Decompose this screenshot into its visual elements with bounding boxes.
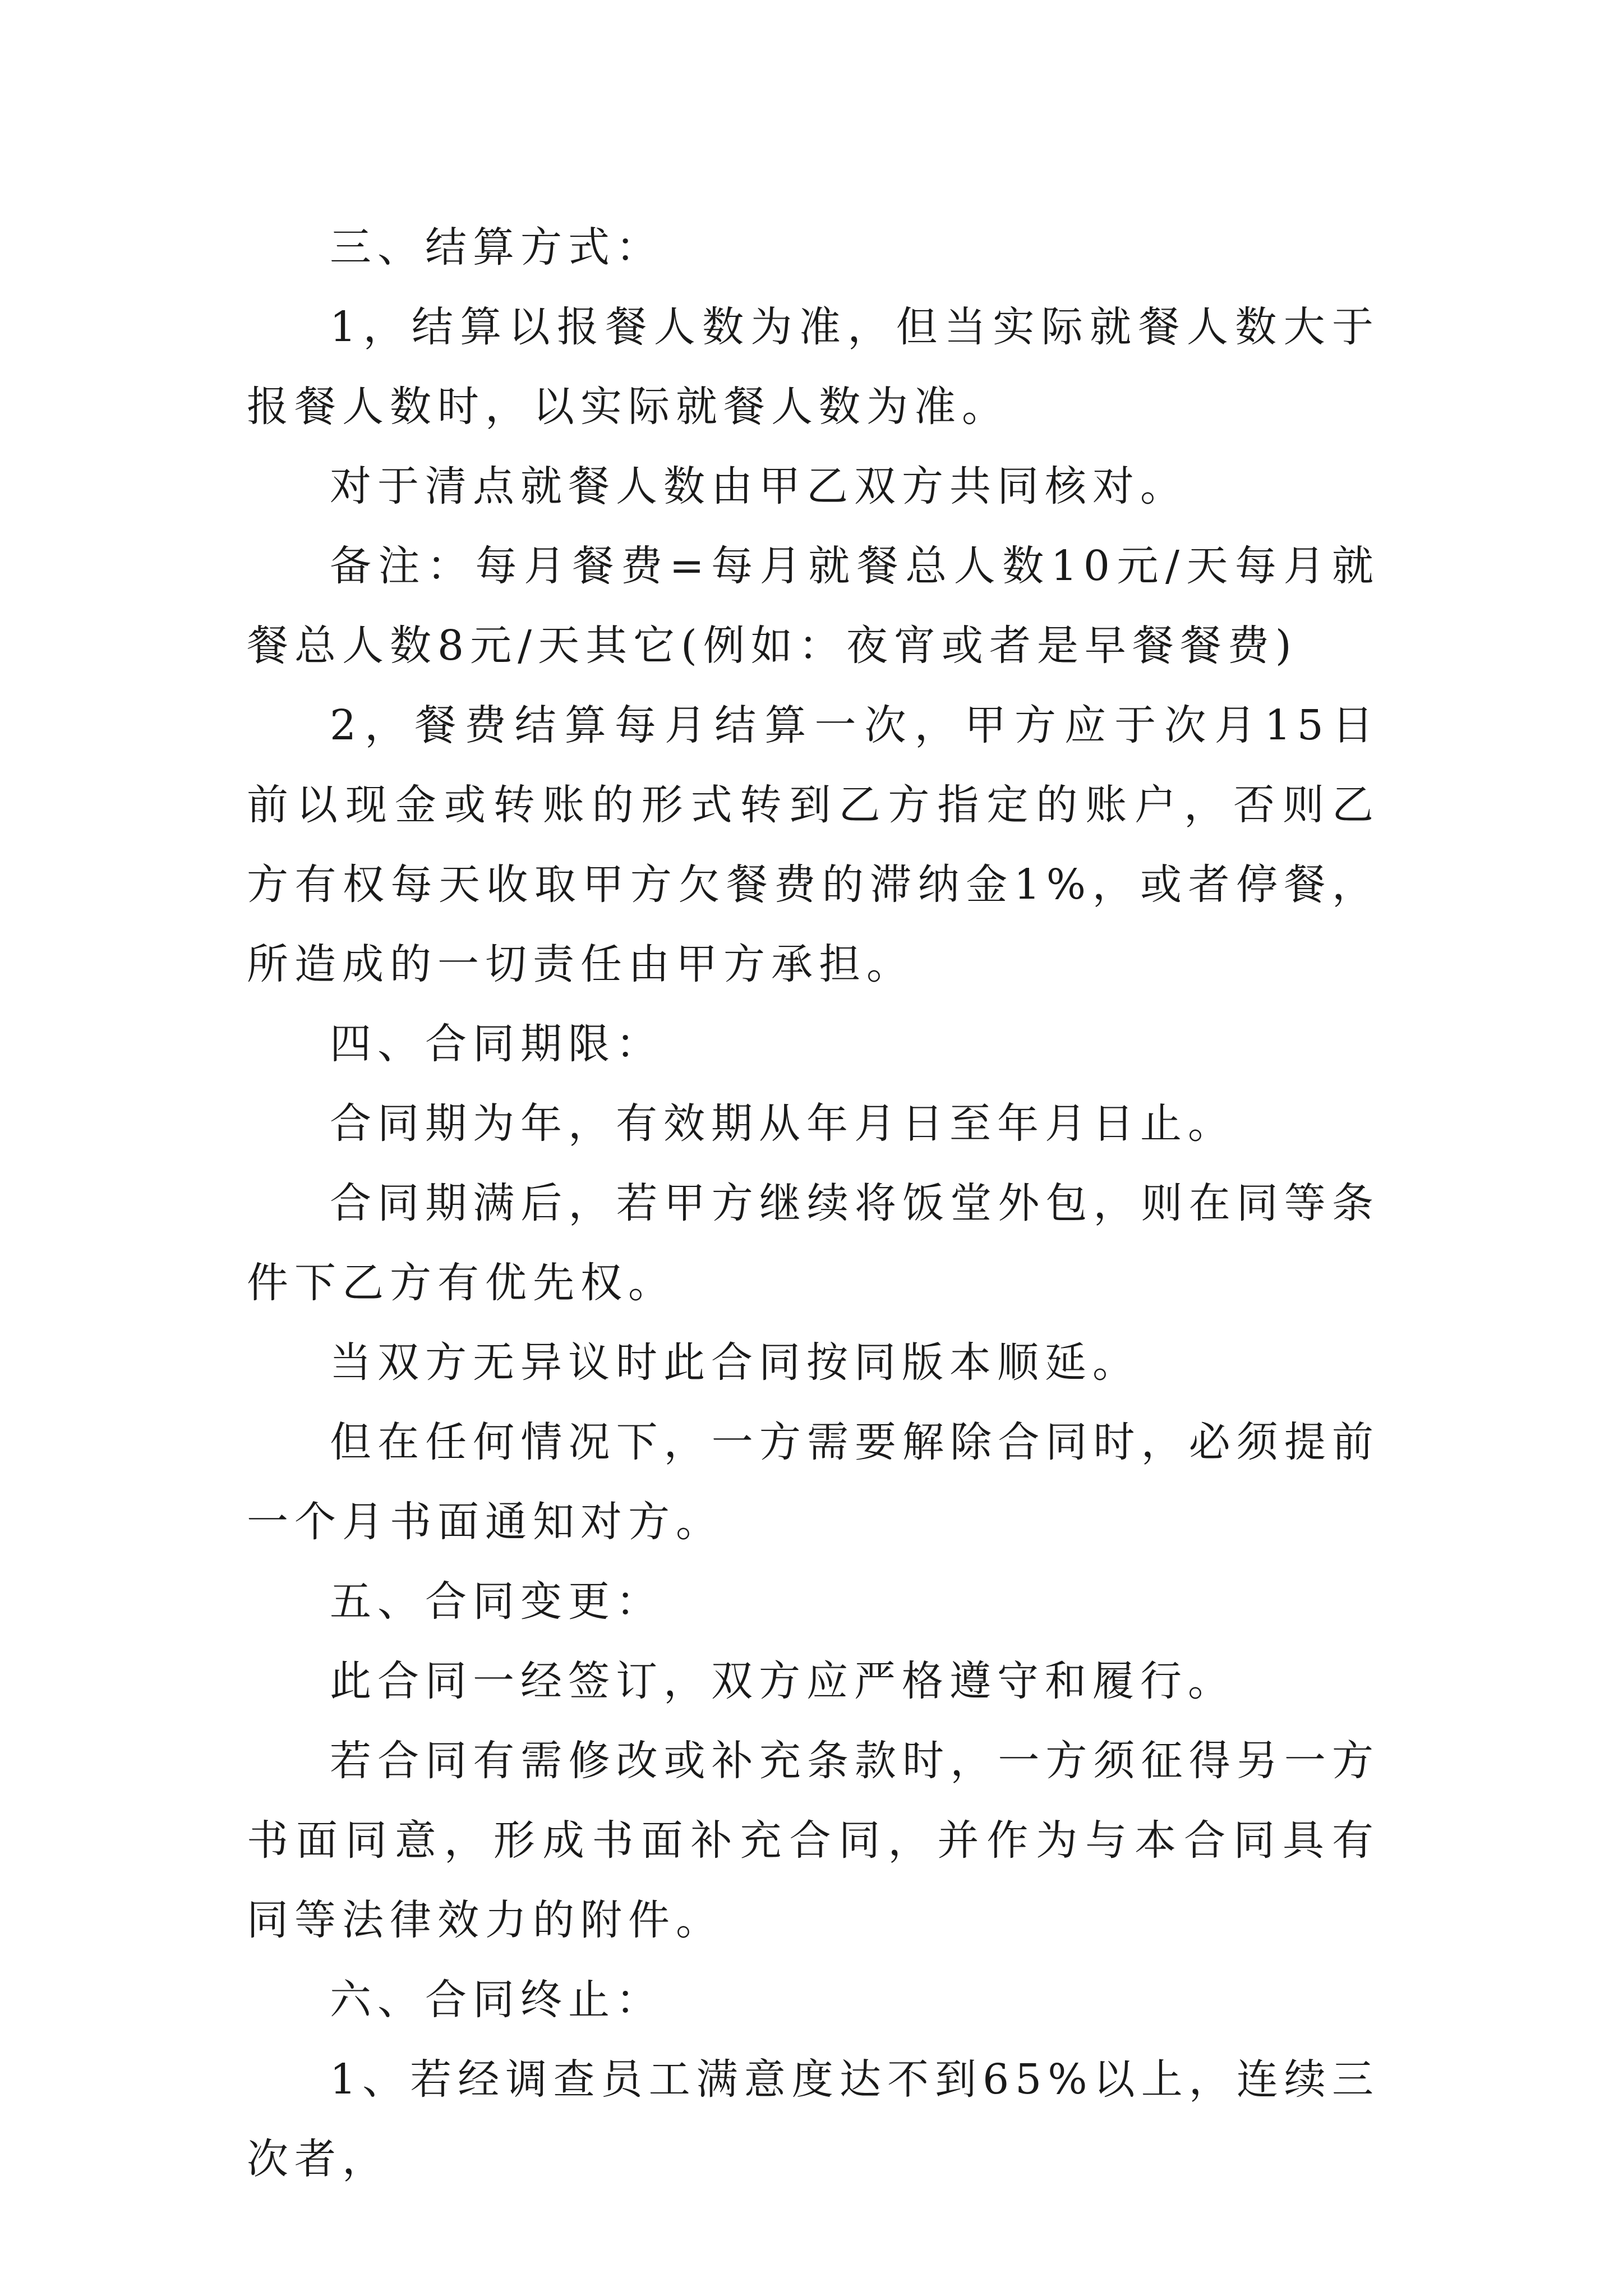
section-heading-settlement: 三、结算方式： (330, 223, 663, 272)
section-heading-contract-term: 四、合同期限： (330, 1020, 663, 1068)
section-heading-contract-change: 五、合同变更： (330, 1577, 663, 1626)
clause-paragraph: 此合同一经签订，双方应严格遵守和履行。 (330, 1657, 1235, 1705)
clause-paragraph: 若合同有需修改或补充条款时，一方须征得另一方书面同意，形成书面补充合同，并作为与本合同具有同等法律效力的附件。 (247, 1737, 1380, 1944)
clause-paragraph: 2，餐费结算每月结算一次，甲方应于次月15日前以现金或转账的形式转到乙方指定的账户，否则乙方有权每天收取甲方欠餐费的滞纳金1%，或者停餐，所造成的一切责任由甲方承担。 (247, 701, 1380, 988)
clause-paragraph: 合同期为年，有效期从年月日至年月日止。 (330, 1099, 1235, 1148)
clause-paragraph: 1、若经调查员工满意度达不到65%以上，连续三次者， (247, 2055, 1380, 2183)
clause-paragraph: 合同期满后，若甲方继续将饭堂外包，则在同等条件下乙方有优先权。 (247, 1179, 1380, 1307)
section-heading-contract-termination: 六、合同终止： (330, 1976, 663, 2024)
clause-paragraph: 对于清点就餐人数由甲乙双方共同核对。 (330, 462, 1188, 510)
note-paragraph: 备注：每月餐费=每月就餐总人数10元/天每月就餐总人数8元/天其它(例如：夜宵或者是早餐餐费) (247, 542, 1380, 670)
clause-paragraph: 1，结算以报餐人数为准，但当实际就餐人数大于报餐人数时，以实际就餐人数为准。 (247, 303, 1380, 431)
clause-paragraph: 当双方无异议时此合同按同版本顺延。 (330, 1338, 1140, 1387)
document-body (247, 208, 1380, 2199)
clause-paragraph: 但在任何情况下，一方需要解除合同时，必须提前一个月书面通知对方。 (247, 1418, 1380, 1546)
